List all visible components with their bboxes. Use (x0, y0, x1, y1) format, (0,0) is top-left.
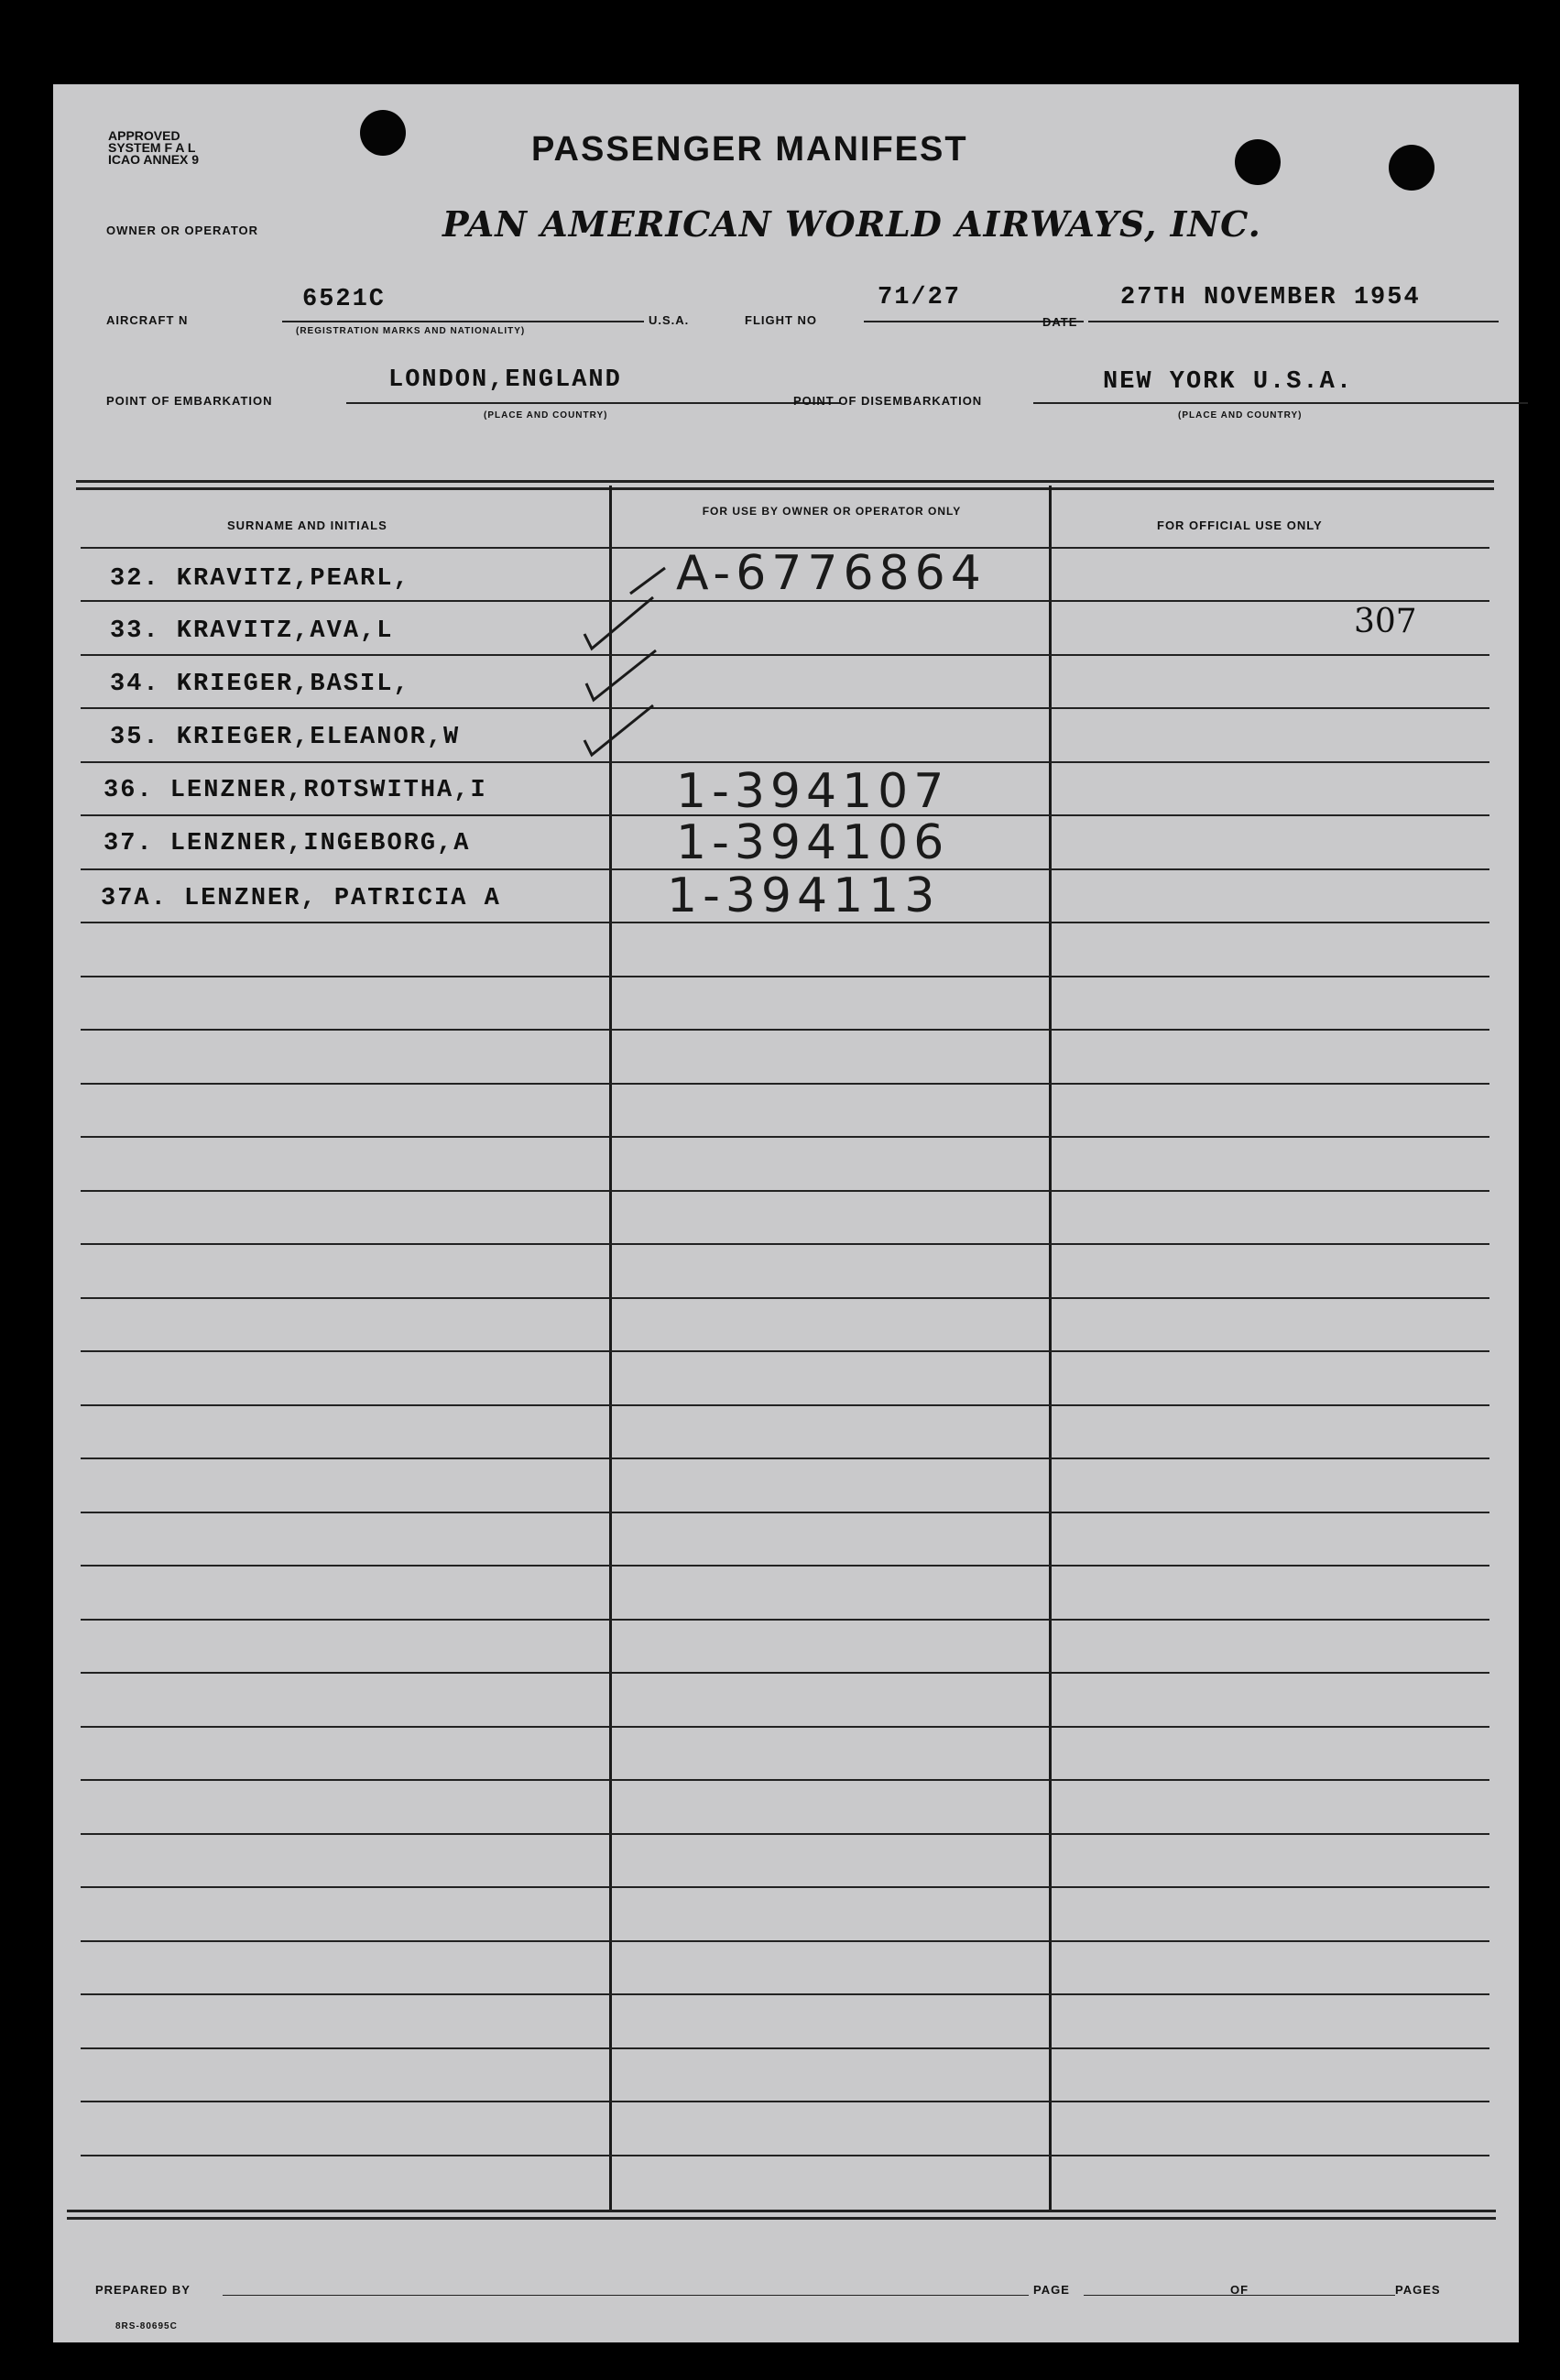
table-rule (81, 2155, 1489, 2156)
page-label: PAGE (1033, 2283, 1070, 2297)
embarkation-label: POINT OF EMBARKATION (106, 394, 273, 408)
disembarkation-caption: (PLACE AND COUNTRY) (1178, 410, 1303, 420)
table-rule (81, 1565, 1489, 1567)
table-rule (81, 654, 1489, 656)
table-rule (81, 1083, 1489, 1085)
table-rule (81, 1457, 1489, 1459)
passenger-name: 37A. LENZNER, PATRICIA A (101, 885, 501, 912)
disembarkation-underline (1033, 402, 1528, 404)
table-rule (81, 1243, 1489, 1245)
embarkation-caption: (PLACE AND COUNTRY) (484, 410, 608, 420)
punch-hole-right-2 (1389, 145, 1435, 191)
operator-ticket-number: 1-394113 (667, 868, 941, 923)
approval-stamp-line3: ICAO ANNEX 9 (108, 152, 200, 167)
operator-ticket-number: 1-394106 (676, 815, 950, 870)
handwritten-check-marks (566, 561, 749, 854)
aircraft-underline (282, 321, 644, 322)
of-underline (1258, 2295, 1395, 2296)
table-rule (81, 1672, 1489, 1674)
table-rule (81, 976, 1489, 977)
disembarkation-label: POINT OF DISEMBARKATION (793, 394, 983, 408)
aircraft-label: AIRCRAFT N (106, 313, 189, 327)
header-operator (676, 506, 987, 518)
operator-name: PAN AMERICAN WORLD AIRWAYS, INC. (442, 203, 1261, 245)
approval-stamp (108, 130, 199, 166)
table-rule (81, 1297, 1489, 1299)
passenger-name: 35. KRIEGER,ELEANOR,W (110, 724, 461, 751)
page-title: PASSENGER MANIFEST (531, 130, 968, 169)
approval-stamp-line1: APPROVED (108, 128, 180, 143)
table-top-rule-1 (76, 480, 1494, 483)
date-value: 27TH NOVEMBER 1954 (1120, 284, 1421, 311)
table-rule (81, 1726, 1489, 1728)
official-number: 307 (1354, 603, 1417, 640)
date-label: DATE (1042, 315, 1078, 329)
table-rule (81, 1779, 1489, 1781)
check-mark-icon (584, 597, 653, 649)
aircraft-caption: (REGISTRATION MARKS AND NATIONALITY) (296, 326, 526, 336)
check-mark-icon (584, 705, 653, 755)
passenger-name: 37. LENZNER,INGEBORG,A (104, 830, 471, 857)
pages-label: PAGES (1395, 2283, 1441, 2297)
header-surname: SURNAME AND INITIALS (227, 519, 387, 532)
table-top-rule-2 (76, 487, 1494, 490)
header-operator-text: FOR USE BY OWNER OR OPERATOR ONLY (702, 505, 962, 518)
table-rule (81, 1886, 1489, 1888)
manifest-sheet (53, 84, 1519, 2342)
nationality: U.S.A. (649, 313, 690, 327)
form-number: 8RS-80695C (115, 2321, 178, 2331)
table-rule (81, 2101, 1489, 2102)
table-rule (81, 1993, 1489, 1995)
aircraft-value: 6521C (302, 286, 387, 313)
table-rule (81, 1029, 1489, 1031)
table-rule (81, 1350, 1489, 1352)
punch-hole-left (360, 110, 406, 156)
table-rule (81, 707, 1489, 709)
of-label: OF (1230, 2283, 1249, 2297)
embarkation-underline (346, 402, 841, 404)
table-rule (81, 761, 1489, 763)
operator-ticket-number: 1-394107 (676, 764, 950, 819)
operator-ticket-number: A-6776864 (676, 546, 987, 601)
table-rule (81, 1619, 1489, 1621)
check-mark-icon (586, 650, 656, 700)
passenger-name: 34. KRIEGER,BASIL, (110, 671, 410, 698)
embarkation-value: LONDON,ENGLAND (388, 366, 622, 394)
table-rule (81, 1136, 1489, 1138)
table-bottom-rule (67, 2217, 1496, 2220)
disembarkation-value: NEW YORK U.S.A. (1103, 368, 1354, 396)
flight-value: 71/27 (878, 284, 962, 311)
table-rule (81, 2047, 1489, 2049)
table-rule (81, 1512, 1489, 1513)
owner-label: OWNER OR OPERATOR (106, 224, 259, 237)
prepared-by-underline (223, 2295, 1029, 2296)
prepared-by-label: PREPARED BY (95, 2283, 191, 2297)
table-rule (81, 1833, 1489, 1835)
date-underline (1088, 321, 1499, 322)
passenger-name: 36. LENZNER,ROTSWITHA,I (104, 777, 487, 804)
column-divider-2 (1049, 486, 1052, 2212)
passenger-name: 32. KRAVITZ,PEARL, (110, 565, 410, 593)
passenger-name: 33. KRAVITZ,AVA,L (110, 617, 394, 645)
punch-hole-right-1 (1235, 139, 1281, 185)
approval-stamp-line2: SYSTEM F A L (108, 140, 196, 155)
check-mark-icon (630, 568, 665, 594)
table-rule (81, 1404, 1489, 1406)
table-bottom-rule (67, 2210, 1496, 2212)
flight-label: FLIGHT NO (745, 313, 818, 327)
header-official: FOR OFFICIAL USE ONLY (1157, 519, 1323, 532)
table-rule (81, 1190, 1489, 1192)
table-rule (81, 1940, 1489, 1942)
